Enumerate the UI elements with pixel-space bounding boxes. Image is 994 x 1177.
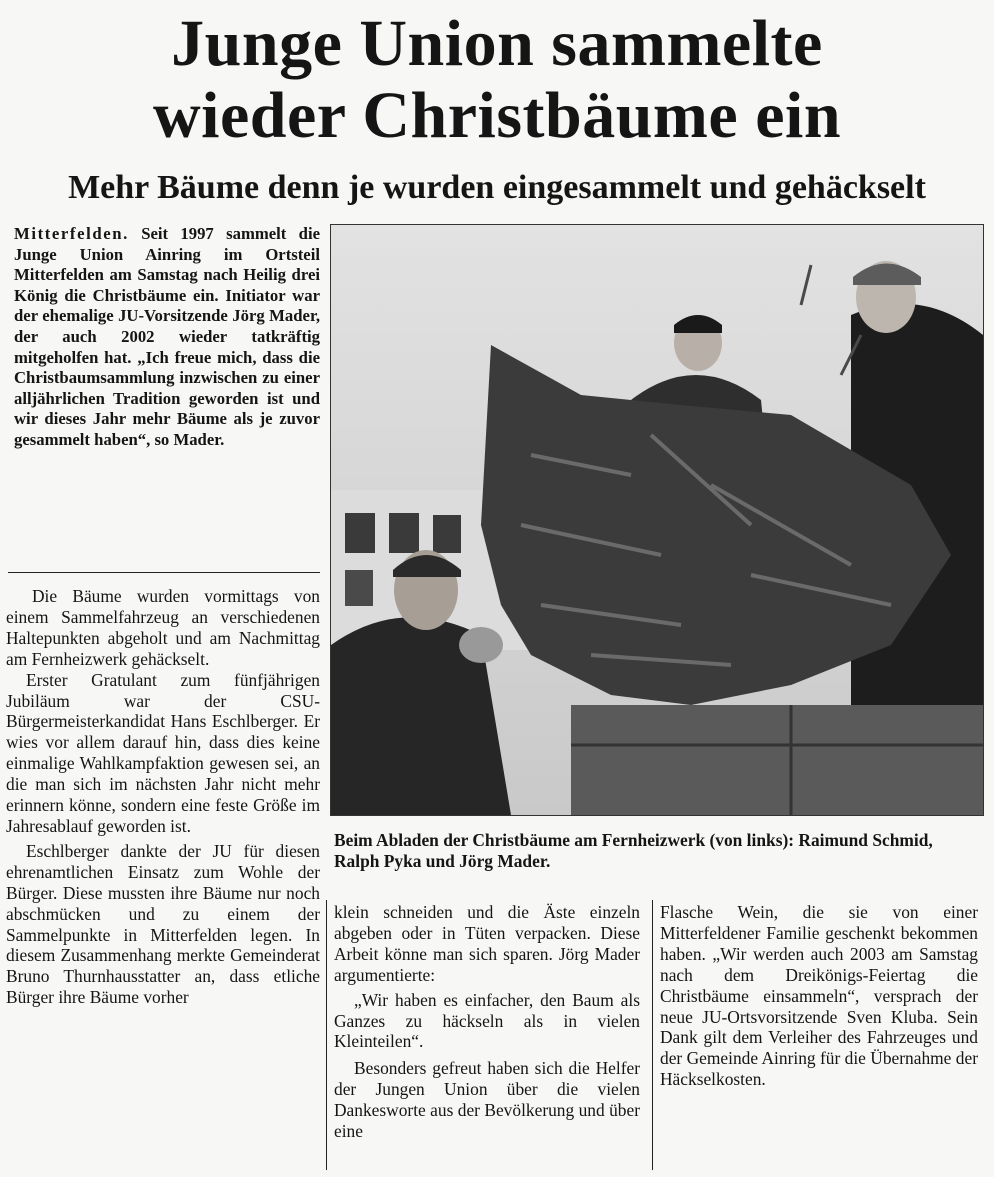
lead-paragraph	[14, 224, 320, 451]
body-paragraph: Besonders gefreut haben sich die Helfer der Jungen Union über die vielen Dankesworte aus der Bevölkerung und über eine	[334, 1058, 640, 1142]
body-column-1	[6, 586, 320, 1008]
column-divider-1	[326, 900, 327, 1170]
headline-line-1: Junge Union sammelte	[171, 7, 823, 80]
body-paragraph: Flasche Wein, die sie von einer Mitterfeldener Familie geschenkt bekommen haben. „Wir werden auch 2003 am Samstag nach dem Dreikönigs-Feiertag die Christbäume einsammeln“, versprach der neue JU-Ortsvorsitzende Sven Kluba. Sein Dank gilt dem Verleiher des Fahrzeuges und der Gemeinde Ainring für die Übernahme der Häckselkosten.	[660, 902, 978, 1090]
body-paragraph: Eschlberger dankte der JU für diesen ehrenamtlichen Einsatz zum Wohle der Bürger. Diese mussten ihre Bäume nur noch abschmücken und zu einem der Sammelpunkte in Mitterfelden legen. In diesem Zusammenhang merkte Gemeinderat Bruno Thurnhausstatter an, dass etliche Bürger ihre Bäume vorher	[6, 840, 320, 1008]
body-paragraph: klein schneiden und die Äste einzeln abgeben oder in Tüten verpacken. Diese Arbeit könne man sich sparen. Jörg Mader argumentierte:	[334, 902, 640, 985]
photo-illustration	[331, 225, 983, 815]
column-divider-2	[652, 900, 653, 1170]
lead-text: Seit 1997 sammelt die Junge Union Ainring im Ortsteil Mitterfelden am Samstag nach Heilig drei König die Christbäume ein. Initiator war der ehemalige JU-Vorsitzende Jörg Mader, der auch 2002 wieder tatkräftig mitgeholfen hat. „Ich freue mich, dass die Christbaumsammlung inzwischen zu einer alljährlichen Tradition geworden ist und wir dieses Jahr mehr Bäume als je zuvor gesammelt haben“, so Mader.	[14, 224, 320, 449]
headline-line-2: wieder Christbäume ein	[152, 79, 842, 152]
headline	[0, 8, 994, 152]
subheadline: Mehr Bäume denn je wurden eingesammelt und gehäckselt	[68, 169, 926, 206]
photo-caption: Beim Abladen der Christbäume am Fernheizwerk (von links): Raimund Schmid, Ralph Pyka und Jörg Mader.	[334, 830, 933, 871]
quote-paragraph: „Wir haben es einfacher, den Baum als Ganzes zu häckseln als in vielen Kleinteilen“.	[334, 989, 640, 1052]
lead-divider	[8, 572, 320, 573]
dateline: Mitterfelden.	[14, 224, 129, 243]
body-paragraph: Erster Gratulant zum fünfjährigen Jubiläum war der CSU-Bürgermeisterkandidat Hans Eschlberger. Er wies vor allem darauf hin, dass dies keine einmalige Wahlkampfaktion gewesen sei, an die man sich im nächsten Jahr nicht mehr erinnern könne, sondern eine feste Größe im Jahresablauf geworden ist.	[6, 669, 320, 836]
body-paragraph: Die Bäume wurden vormittags von einem Sammelfahrzeug an verschiedenen Haltepunkten abgeholt und am Nachmittag am Fernheizwerk gehäckselt.	[6, 586, 320, 669]
body-column-3	[660, 902, 978, 1090]
body-column-2	[334, 902, 640, 1142]
truck-bed	[571, 705, 983, 815]
news-photo	[330, 224, 984, 816]
